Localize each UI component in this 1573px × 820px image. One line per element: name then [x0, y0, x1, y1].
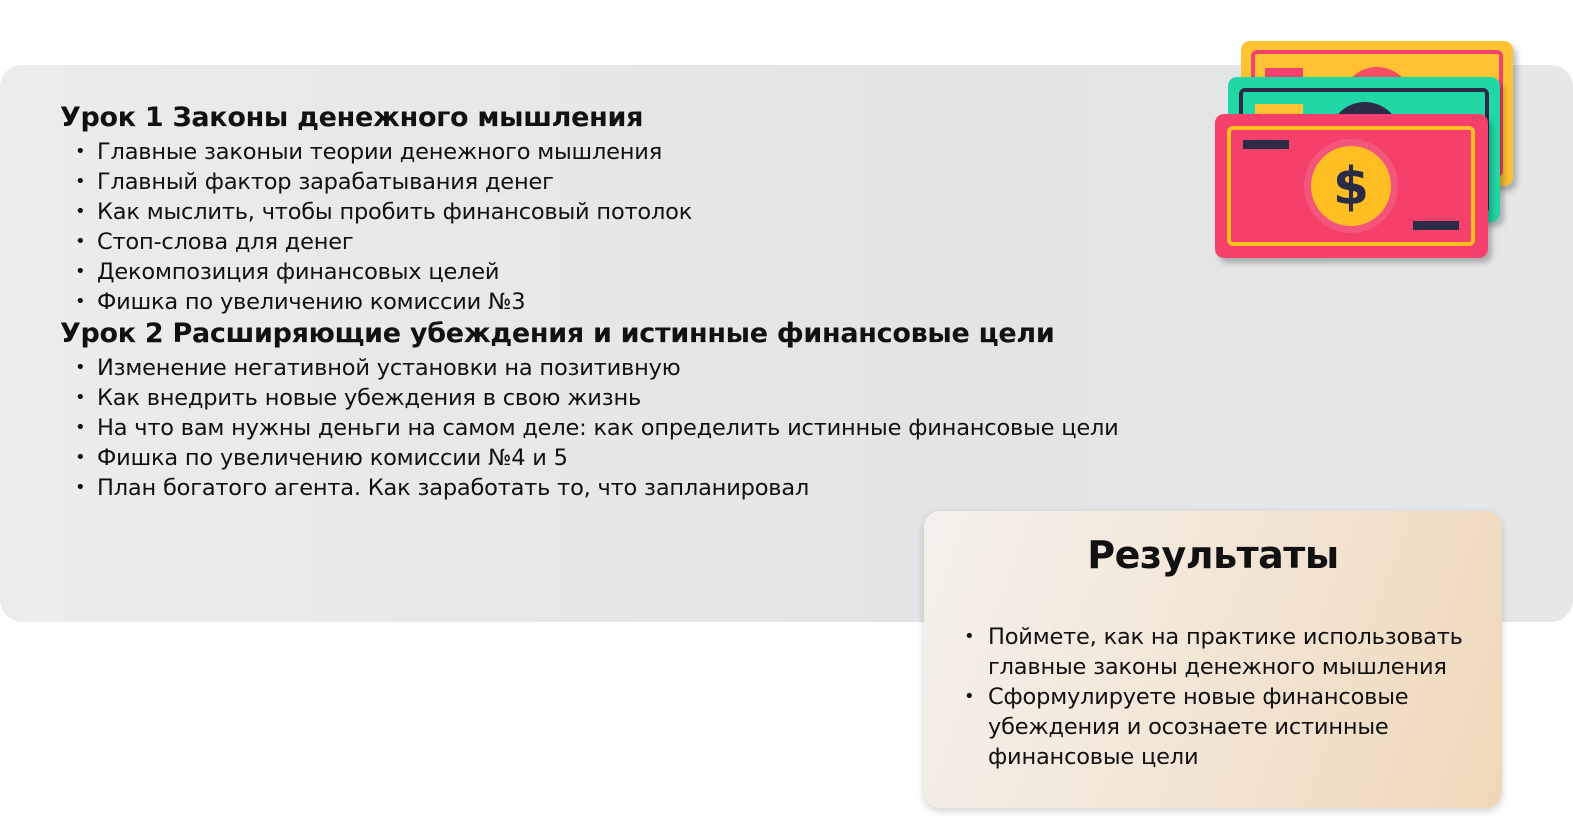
list-item: • Сформулируете новые финансовые убеждения и осознаете истинные финансовые цели — [964, 682, 1494, 772]
list-item: • Как внедрить новые убеждения в свою жизнь — [75, 383, 1119, 413]
list-item: • Стоп-слова для денег — [75, 227, 692, 257]
lesson-2-title: Урок 2 Расширяющие убеждения и истинные финансовые цели — [60, 318, 1055, 349]
results-list — [964, 622, 1494, 772]
list-item: • Фишка по увеличению комиссии №3 — [75, 287, 692, 317]
list-item: • Как мыслить, чтобы пробить финансовый потолок — [75, 197, 692, 227]
lesson-2-list — [75, 353, 1119, 503]
list-item: • На что вам нужны деньги на самом деле: как определить истинные финансовые цели — [75, 413, 1119, 443]
dollar-sign: $ — [1332, 157, 1370, 217]
list-item: • Главные законыи теории денежного мышления — [75, 137, 692, 167]
money-banknotes-icon — [1205, 38, 1525, 268]
results-card — [924, 511, 1502, 808]
list-item: • План богатого агента. Как заработать то, что запланировал — [75, 473, 1119, 503]
list-item: • Главный фактор зарабатывания денег — [75, 167, 692, 197]
list-item: • Поймете, как на практике использовать главные законы денежного мышления — [964, 622, 1494, 682]
results-title: Результаты — [1087, 533, 1339, 577]
lesson-1-list — [75, 137, 692, 317]
list-item: • Декомпозиция финансовых целей — [75, 257, 692, 287]
lesson-1-title: Урок 1 Законы денежного мышления — [60, 102, 644, 133]
list-item: • Изменение негативной установки на позитивную — [75, 353, 1119, 383]
list-item: • Фишка по увеличению комиссии №4 и 5 — [75, 443, 1119, 473]
